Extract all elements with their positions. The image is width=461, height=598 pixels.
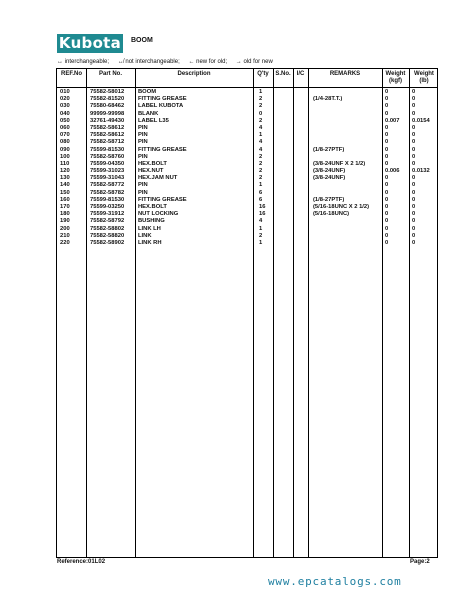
header-ic: I/C [296, 71, 305, 77]
cell-remarks: (3/8-24UNF) [313, 168, 346, 175]
cell-part-no: 75582-58612 [90, 124, 125, 131]
table-row [57, 190, 437, 197]
cell-part-no: 75582-58902 [90, 239, 125, 246]
cell-weight-kgf: 0 [385, 146, 389, 153]
cell-description: LINK RH [138, 239, 162, 246]
legend-new-for-old: ← new for old; [188, 59, 228, 65]
cell-ref-no: 170 [60, 204, 70, 210]
cell-part-no: 75599-31912 [90, 211, 125, 218]
cell-ref-no: 090 [60, 146, 70, 153]
cell-part-no: 75582-58802 [90, 225, 125, 232]
cell-quantity: 4 [259, 124, 263, 131]
cell-part-no: 75599-04350 [90, 160, 125, 167]
cell-description: BLANK [138, 110, 159, 117]
cell-quantity: 4 [259, 146, 263, 153]
cell-ref-no: 020 [60, 96, 70, 103]
cell-weight-kgf: 0 [385, 96, 389, 103]
legend [57, 59, 280, 65]
header-qty: Q'ty [257, 71, 269, 77]
table-row [57, 118, 437, 125]
cell-weight-kgf: 0 [385, 218, 389, 225]
cell-weight-kgf: 0 [385, 225, 389, 232]
table-row [57, 218, 437, 225]
cell-remarks: (1/4-28T.T.) [313, 96, 343, 103]
table-row [57, 154, 437, 161]
cell-quantity: 1 [259, 225, 263, 232]
cell-description: LABEL KUBOTA [138, 103, 184, 110]
header-sno: S.No. [275, 71, 291, 77]
parts-table [56, 68, 438, 558]
cell-part-no: 75582-58772 [90, 182, 125, 189]
cell-remarks: (3/8-24UNF X 2 1/2) [313, 160, 366, 167]
cell-weight-kgf: 0 [385, 189, 389, 196]
cell-part-no: 75599-03250 [90, 204, 125, 210]
watermark: www.epcatalogs.com [268, 575, 402, 588]
header-divider [57, 87, 437, 88]
cell-weight-kgf: 0 [385, 153, 389, 160]
cell-weight-kgf: 0.006 [385, 168, 400, 175]
cell-weight-lb: 0 [412, 132, 416, 139]
cell-weight-kgf: 0 [385, 211, 389, 218]
cell-weight-kgf: 0 [385, 132, 389, 139]
cell-weight-lb: 0 [412, 225, 416, 232]
cell-description: PIN [138, 189, 148, 196]
cell-quantity: 2 [259, 232, 263, 239]
cell-weight-kgf: 0 [385, 204, 389, 210]
cell-ref-no: 080 [60, 139, 70, 146]
cell-ref-no: 040 [60, 110, 70, 117]
cell-part-no: 75582-58012 [90, 89, 125, 95]
cell-part-no: 75599-31023 [90, 168, 125, 175]
header-part-no: Part No. [98, 71, 122, 77]
cell-weight-kgf: 0 [385, 175, 389, 182]
cell-ref-no: 120 [60, 168, 70, 175]
cell-part-no: 75582-58612 [90, 132, 125, 139]
cell-weight-lb: 0 [412, 211, 416, 218]
cell-weight-lb: 0 [412, 89, 416, 95]
kubota-logo: Kubota [58, 34, 122, 52]
cell-ref-no: 070 [60, 132, 70, 139]
cell-weight-kgf: 0 [385, 110, 389, 117]
cell-ref-no: 130 [60, 175, 70, 182]
table-row [57, 111, 437, 118]
cell-description: LABEL L35 [138, 117, 169, 124]
cell-weight-lb: 0 [412, 182, 416, 189]
cell-quantity: 2 [259, 168, 263, 175]
cell-description: NUT LOCKING [138, 211, 179, 218]
legend-not-interchangeable: ↮ not interchangeable; [117, 59, 180, 65]
table-row [57, 103, 437, 110]
cell-quantity: 2 [259, 175, 263, 182]
cell-ref-no: 030 [60, 103, 70, 110]
cell-weight-lb: 0 [412, 110, 416, 117]
cell-ref-no: 210 [60, 232, 70, 239]
cell-weight-kgf: 0 [385, 89, 389, 95]
cell-description: HEX.NUT [138, 168, 164, 175]
cell-part-no: 75599-81530 [90, 196, 125, 203]
cell-description: FITTING GREASE [138, 96, 187, 103]
cell-description: FITTING GREASE [138, 146, 187, 153]
header-ref: REF.No [61, 71, 82, 77]
cell-part-no: 75582-58820 [90, 232, 125, 239]
header-weight-lb-line1: Weight [414, 71, 434, 77]
cell-weight-lb: 0 [412, 232, 416, 239]
cell-ref-no: 180 [60, 211, 70, 218]
table-row [57, 226, 437, 233]
table-row [57, 132, 437, 139]
cell-weight-lb: 0 [412, 196, 416, 203]
cell-weight-kgf: 0 [385, 103, 389, 110]
table-row [57, 211, 437, 218]
cell-description: PIN [138, 132, 148, 139]
header-weight-lb-line2: (lb) [419, 78, 429, 84]
cell-part-no: 75582-58782 [90, 189, 125, 196]
cell-description: HEX.JAM NUT [138, 175, 178, 182]
table-body [57, 89, 437, 247]
cell-part-no: 75582-58712 [90, 139, 125, 146]
cell-quantity: 2 [259, 153, 263, 160]
cell-ref-no: 100 [60, 153, 70, 160]
cell-weight-lb: 0.0132 [412, 168, 430, 175]
cell-description: PIN [138, 182, 148, 189]
cell-ref-no: 110 [60, 160, 70, 167]
cell-description: PIN [138, 153, 148, 160]
cell-quantity: 0 [259, 110, 263, 117]
cell-part-no: 75599-81530 [90, 146, 125, 153]
cell-description: HEX.BOLT [138, 160, 167, 167]
table-row [57, 168, 437, 175]
cell-quantity: 2 [259, 103, 263, 110]
cell-weight-lb: 0 [412, 204, 416, 210]
cell-weight-lb: 0 [412, 124, 416, 131]
header-weight-kgf-line2: (kgf) [389, 78, 402, 84]
table-row [57, 197, 437, 204]
cell-part-no: 75582-58760 [90, 153, 125, 160]
table-row [57, 139, 437, 146]
header-weight-kgf [382, 71, 409, 85]
cell-description: PIN [138, 124, 148, 131]
page-title: BOOM [131, 37, 153, 44]
header-description: Description [177, 71, 211, 77]
cell-part-no: 75582-81520 [90, 96, 125, 103]
table-row [57, 240, 437, 247]
cell-weight-lb: 0 [412, 189, 416, 196]
cell-quantity: 1 [259, 239, 263, 246]
cell-quantity: 6 [259, 189, 263, 196]
cell-weight-lb: 0 [412, 175, 416, 182]
cell-quantity: 1 [259, 132, 263, 139]
cell-part-no: 32761-49430 [90, 117, 125, 124]
cell-quantity: 1 [259, 89, 263, 95]
legend-interchangeable: ↔ interchangeable; [57, 59, 110, 65]
cell-weight-lb: 0 [412, 139, 416, 146]
header-remarks: REMARKS [329, 71, 361, 77]
table-row [57, 175, 437, 182]
table-row [57, 233, 437, 240]
cell-ref-no: 220 [60, 239, 70, 246]
cell-weight-kgf: 0 [385, 232, 389, 239]
cell-remarks: (3/8-24UNF) [313, 175, 346, 182]
cell-ref-no: 190 [60, 218, 70, 225]
cell-ref-no: 160 [60, 196, 70, 203]
cell-weight-lb: 0 [412, 153, 416, 160]
table-row [57, 161, 437, 168]
cell-part-no: 75582-58792 [90, 218, 125, 225]
cell-remarks: (5/16-18UNC X 2 1/2) [313, 204, 370, 210]
cell-ref-no: 140 [60, 182, 70, 189]
page-number: Page:2 [410, 559, 430, 565]
cell-quantity: 4 [259, 218, 263, 225]
cell-quantity: 2 [259, 160, 263, 167]
cell-quantity: 16 [259, 211, 266, 218]
header-weight-kgf-line1: Weight [385, 71, 406, 77]
cell-ref-no: 010 [60, 89, 70, 95]
cell-weight-kgf: 0 [385, 239, 389, 246]
cell-part-no: 75599-31043 [90, 175, 125, 182]
cell-part-no: 99999-99998 [90, 110, 125, 117]
cell-description: BUSHING [138, 218, 165, 225]
cell-quantity: 2 [259, 117, 263, 124]
cell-description: LINK [138, 232, 152, 239]
cell-weight-lb: 0 [412, 103, 416, 110]
cell-weight-lb: 0 [412, 218, 416, 225]
cell-quantity: 1 [259, 182, 263, 189]
cell-weight-lb: 0 [412, 146, 416, 153]
cell-description: BOOM [138, 89, 157, 95]
cell-part-no: 75580-68462 [90, 103, 125, 110]
header-weight-lb [409, 71, 439, 85]
cell-weight-lb: 0 [412, 239, 416, 246]
table-row [57, 96, 437, 103]
cell-quantity: 16 [259, 204, 266, 210]
cell-ref-no: 060 [60, 124, 70, 131]
cell-weight-lb: 0 [412, 160, 416, 167]
cell-quantity: 4 [259, 139, 263, 146]
table-row [57, 125, 437, 132]
table-row [57, 204, 437, 211]
cell-weight-kgf: 0 [385, 182, 389, 189]
legend-old-for-new: → old for new [235, 59, 273, 65]
cell-ref-no: 200 [60, 225, 70, 232]
cell-weight-kgf: 0 [385, 139, 389, 146]
cell-quantity: 2 [259, 96, 263, 103]
cell-remarks: (1/8-27PTF) [313, 196, 345, 203]
reference-label: Reference:01L02 [57, 559, 106, 565]
cell-weight-kgf: 0 [385, 160, 389, 167]
cell-weight-lb: 0.0154 [412, 117, 430, 124]
cell-quantity: 6 [259, 196, 263, 203]
cell-weight-lb: 0 [412, 96, 416, 103]
table-row [57, 89, 437, 96]
cell-weight-kgf: 0 [385, 196, 389, 203]
cell-description: PIN [138, 139, 148, 146]
cell-description: FITTING GREASE [138, 196, 187, 203]
cell-ref-no: 150 [60, 189, 70, 196]
cell-remarks: (1/8-27PTF) [313, 146, 345, 153]
cell-description: LINK LH [138, 225, 161, 232]
table-row [57, 147, 437, 154]
cell-remarks: (5/16-18UNC) [313, 211, 350, 218]
table-row [57, 182, 437, 189]
cell-weight-kgf: 0.007 [385, 117, 400, 124]
cell-weight-kgf: 0 [385, 124, 389, 131]
cell-ref-no: 050 [60, 117, 70, 124]
cell-description: HEX.BOLT [138, 204, 167, 210]
